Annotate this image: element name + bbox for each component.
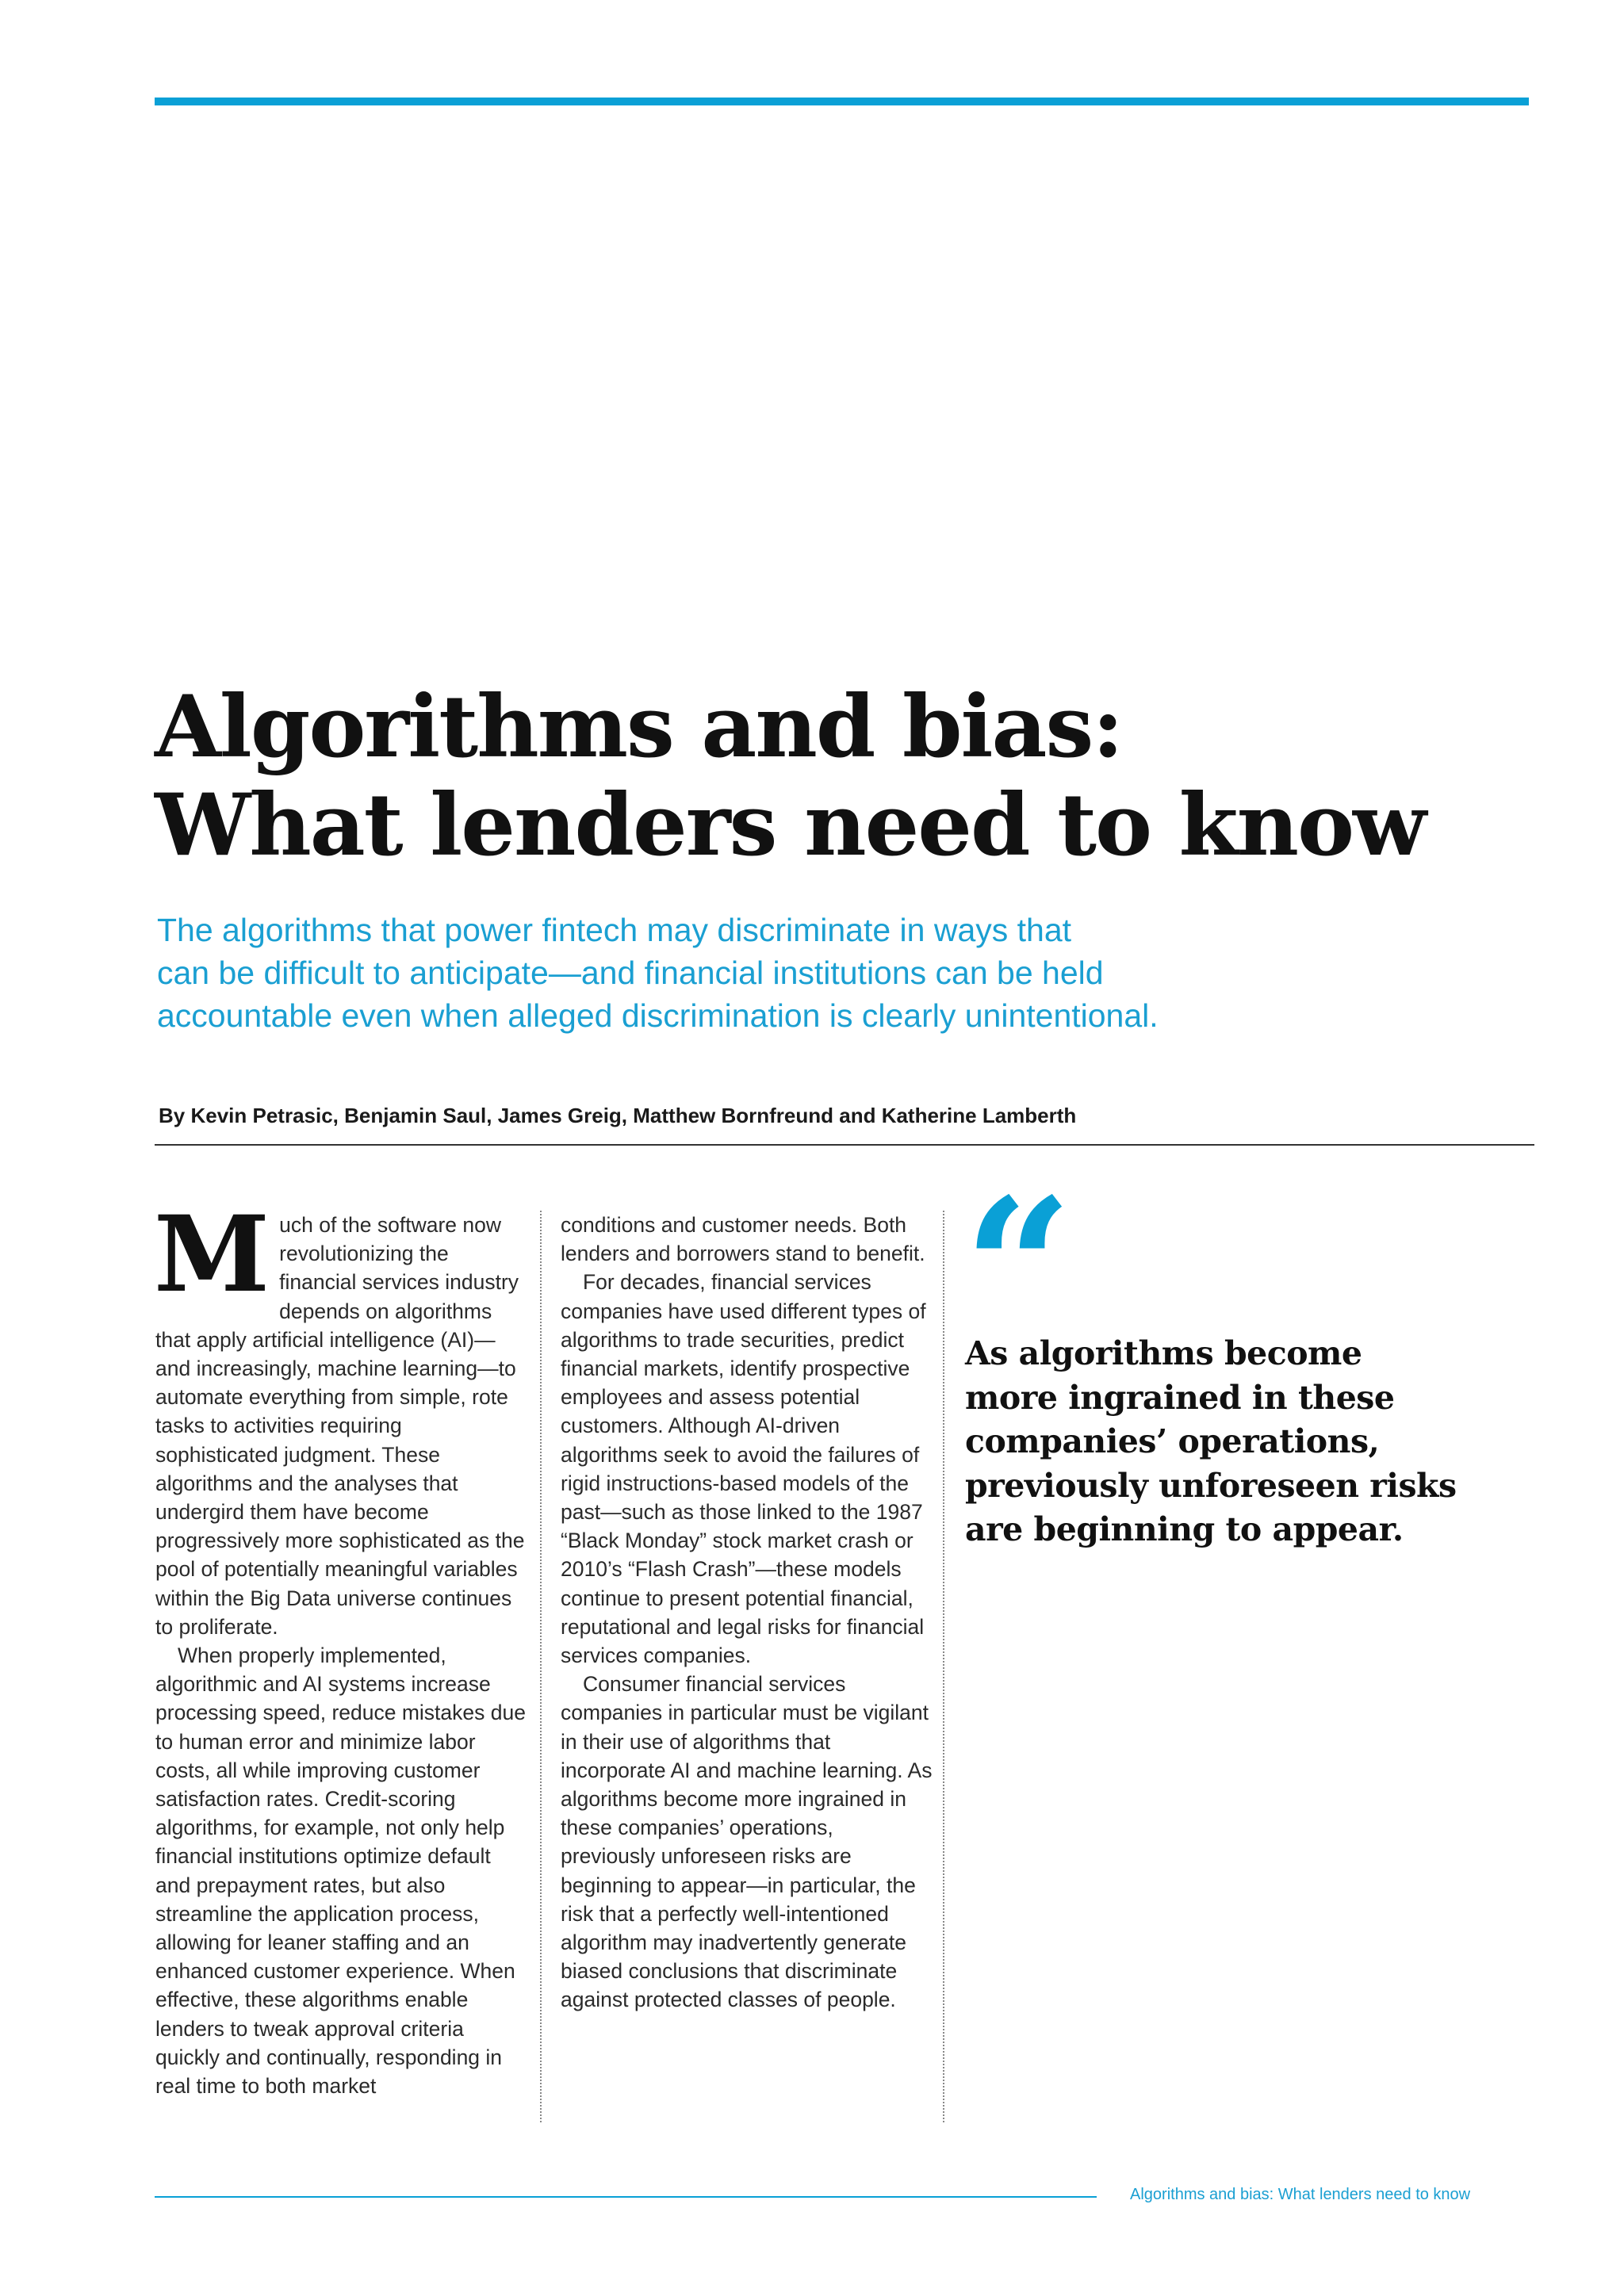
article-subtitle: [157, 909, 1346, 1037]
body-column-2: [561, 1211, 933, 2015]
pull-quote-line: companies’ operations,: [965, 1422, 1380, 1460]
title-line-1: Algorithms and bias:: [155, 677, 1123, 777]
body-paragraph: conditions and customer needs. Both lenders and borrowers stand to benefit.: [561, 1213, 925, 1266]
pull-quote-line: are beginning to appear.: [965, 1510, 1404, 1548]
body-paragraph: [154, 1193, 528, 1641]
body-column-1: [154, 1193, 528, 2100]
pull-quote: [965, 1332, 1473, 1552]
column-divider-1: [540, 1211, 542, 2122]
subtitle-line-1: The algorithms that power fintech may discriminate in ways that: [157, 912, 1072, 948]
quotation-mark-icon: “: [963, 1157, 1074, 1380]
pull-quote-line: As algorithms become: [965, 1334, 1362, 1372]
drop-cap: M: [154, 1193, 270, 1316]
pull-quote-line: previously unforeseen risks: [965, 1466, 1457, 1505]
body-paragraph: When properly implemented, algorithmic and AI systems increase processing speed, reduce mistakes due to human error and minimize labor costs, all while improving customer satisfaction rates. Credit-scoring algorithms, for example, not only help financial institutions optimize default and prepayment rates, but also streamline the application process, allowing for leaner staffing and an enhanced customer experience. When effective, these algorithms enable lenders to tweak approval criteria quickly and continually, responding in real time to both market: [155, 1644, 526, 2099]
footer-running-title: Algorithms and bias: What lenders need to know: [1130, 2186, 1471, 2203]
byline-divider: [155, 1144, 1534, 1146]
footer-rule: [155, 2196, 1097, 2198]
pull-quote-line: more ingrained in these: [965, 1378, 1395, 1417]
paragraph-text: uch of the software now revolutionizing the financial services industry depends on algorithms that apply artificial intelligence (AI)—and increasingly, machine learning—to automate everything from simple, rote tasks to activities requiring sophisticated judgment. These algorithms and the analyses that undergird them have become progressively more sophisticated as the pool of potentially meaningful variables within the Big Data universe continues to proliferate.: [155, 1213, 525, 1639]
author-byline: By Kevin Petrasic, Benjamin Saul, James Greig, Matthew Bornfreund and Katherine Lamberth: [159, 1104, 1077, 1127]
top-accent-rule: [155, 98, 1529, 105]
article-title: [155, 678, 1503, 874]
column-divider-2: [943, 1211, 944, 2122]
subtitle-line-2: can be difficult to anticipate—and financial institutions can be held: [157, 955, 1104, 991]
subtitle-line-3: accountable even when alleged discrimination is clearly unintentional.: [157, 997, 1159, 1034]
body-paragraph: For decades, financial services companies have used different types of algorithms to trade securities, predict financial markets, identify prospective employees and assess potential customers. Although AI-driven algorithms seek to avoid the failures of rigid instructions-based models of the past—such as those linked to the 1987 “Black Monday” stock market crash or 2010’s “Flash Crash”—these models continue to present potential financial, reputational and legal risks for financial services companies.: [561, 1270, 926, 1668]
body-paragraph: Consumer financial services companies in particular must be vigilant in their use of algorithms that incorporate AI and machine learning. As algorithms become more ingrained in these companies’ operations, previously unforeseen risks are beginning to appear—in particular, the risk that a perfectly well-intentioned algorithm may inadvertently generate biased conclusions that discriminate against protected classes of people.: [561, 1672, 933, 2012]
title-line-2: What lenders need to know: [155, 775, 1426, 875]
